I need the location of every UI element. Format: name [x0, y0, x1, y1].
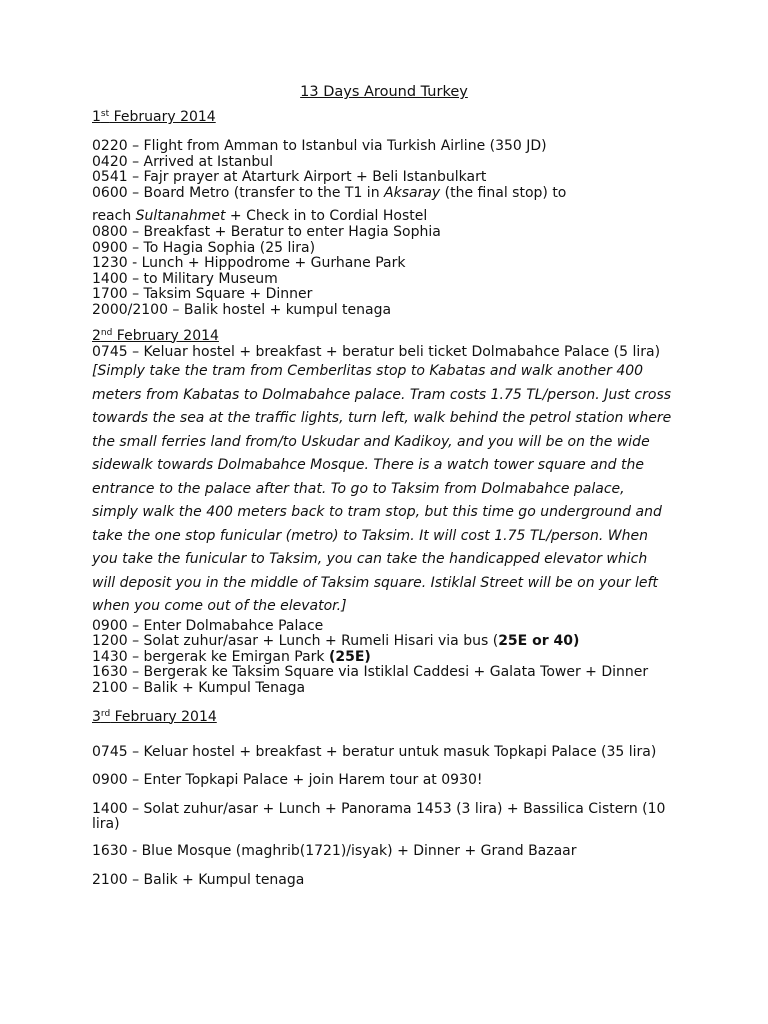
day1-heading-num: 1 — [92, 109, 101, 125]
day2-line-bold: 25E or 40) — [498, 633, 580, 650]
day3-line: 1400 – Solat zuhur/asar + Lunch + Panorama 1453 (3 lira) + Bassilica Cistern (10 lira) — [92, 800, 666, 833]
day3-heading-rest: February 2014 — [110, 708, 217, 725]
day1-heading-rest: February 2014 — [109, 109, 216, 125]
dolmabahce-directions-note: [Simply take the tram from Cemberlitas stop to Kabatas and walk another 400 meters from Kabatas to Dolmabahce palace. Tram costs 1.75 TL/person. Just cross towards the sea at the traffic lights, turn left, walk behind the petrol station where the small ferries land from/to Uskudar and Kadikoy, and you will be on the wide sidewalk towards Dolmabahce Mosque. There is a watch tower square and the entrance to the palace after that. To go to Taksim from Dolmabahce palace, simply walk the 400 meters back to tram stop, but this time go underground and take the one stop funicular (metro) to Taksim. It will cost 1.75 TL/person. When you take the funicular to Taksim, you can take the handicapped elevator which will deposit you in the middle of Taksim square. Istiklal Street will be on your left when you come out of the elevator.] — [92, 363, 672, 615]
day1-line: 2000/2100 – Balik hostel + kumpul tenaga — [92, 301, 392, 318]
day2-line-part: 1200 – Solat zuhur/asar + Lunch + Rumeli Hisari via bus ( — [92, 633, 499, 650]
document-title: 13 Days Around Turkey — [300, 84, 468, 100]
day2-line: 0900 – Enter Dolmabahce Palace — [92, 617, 324, 634]
day3-heading-num: 3 — [92, 708, 101, 725]
day3-line: 0900 – Enter Topkapi Palace + join Harem tour at 0930! — [92, 772, 483, 789]
day1-line — [92, 186, 692, 202]
day2-heading-rest: February 2014 — [112, 327, 219, 344]
day1-line: 0541 – Fajr prayer at Atarturk Airport + Beli Istanbulkart — [92, 169, 487, 186]
day1-line-part: reach — [92, 208, 136, 225]
day3-heading — [92, 708, 692, 726]
day1-line-part: 0600 – Board Metro (transfer to the T1 in — [92, 184, 385, 201]
day3-line: 0745 – Keluar hostel + breakfast + beratur untuk masuk Topkapi Palace (35 lira) — [92, 743, 657, 760]
day2-line-part: 1430 – bergerak ke Emirgan Park — [92, 648, 329, 665]
day1-heading-sup: st — [100, 109, 110, 119]
day1-line-part: (the final stop) to — [440, 184, 567, 201]
day1-line: 1400 – to Military Museum — [92, 270, 278, 287]
day1-line: 1700 – Taksim Square + Dinner — [92, 286, 313, 303]
day2-heading-sup: nd — [100, 327, 113, 338]
day1-line-italic: Sultanahmet — [135, 208, 226, 225]
day1-line: 0420 – Arrived at Istanbul — [92, 153, 274, 170]
day2-line-bold: (25E) — [328, 648, 371, 665]
day1-line: 1230 - Lunch + Hippodrome + Gurhane Park — [92, 255, 406, 272]
day2-line: 0745 – Keluar hostel + breakfast + beratur beli ticket Dolmabahce Palace (5 lira) — [92, 343, 661, 360]
day2-line: 1630 – Bergerak ke Taksim Square via Istiklal Caddesi + Galata Tower + Dinner — [92, 664, 649, 681]
day2-heading — [92, 327, 692, 345]
day3-line: 1630 - Blue Mosque (maghrib(1721)/isyak) + Dinner + Grand Bazaar — [92, 842, 577, 859]
day3-heading-sup: rd — [100, 708, 111, 719]
day1-line-part: + Check in to Cordial Hostel — [225, 208, 428, 225]
day3-line: 2100 – Balik + Kumpul tenaga — [92, 871, 305, 888]
day1-line-italic: Aksaray — [384, 184, 441, 201]
day2-line — [92, 650, 692, 666]
day1-line: 0800 – Breakfast + Beratur to enter Hagia Sophia — [92, 223, 441, 240]
day1-heading — [92, 108, 692, 126]
day1-line: 0220 – Flight from Amman to Istanbul via Turkish Airline (350 JD) — [92, 138, 547, 154]
document-page — [92, 84, 692, 888]
day2-heading-num: 2 — [92, 327, 101, 344]
day2-line: 2100 – Balik + Kumpul Tenaga — [92, 680, 306, 696]
day1-line: 0900 – To Hagia Sophia (25 lira) — [92, 239, 316, 256]
day1-line — [92, 209, 692, 225]
day2-line — [92, 634, 692, 650]
